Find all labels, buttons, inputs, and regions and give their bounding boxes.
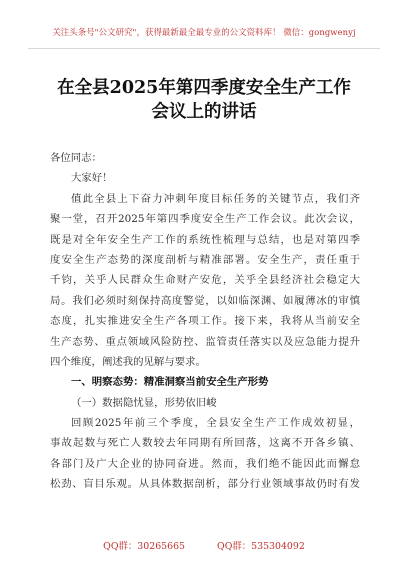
paragraph-2-line: 松劲、盲目乐观。从具体数据剖析，部分行业领域事故仍时有发 bbox=[50, 478, 360, 491]
header-promo-note: 关注头条号"公文研究"，获得最新最全最专业的公文资料库！ 微信：gongwenyj bbox=[52, 27, 356, 37]
greeting: 大家好！ bbox=[71, 172, 113, 185]
paragraph-1-line: 值此全县上下奋力冲刺年度目标任务的关键节点，我们齐 bbox=[71, 192, 360, 205]
salutation: 各位同志： bbox=[50, 152, 102, 164]
paragraph-1-line: 度安全生产态势的深度剖析与精准部署。安全生产，责任重于 bbox=[50, 253, 360, 266]
paragraph-1-line: 局。我们必须时刻保持高度警觉，以如临深渊、如履薄冰的审慎 bbox=[50, 294, 360, 307]
footer-contact bbox=[0, 538, 408, 552]
paragraph-1-line: 生产态势、重点领域风险防控、监管责任落实以及应急能力提升 bbox=[50, 335, 360, 348]
document-body bbox=[50, 148, 360, 495]
section-heading-1: 一、明察态势：精准洞察当前安全生产形势 bbox=[71, 376, 269, 389]
paragraph-2-line: 事故起数与死亡人数较去年同期有所回落，这离不开各乡镇、 bbox=[50, 437, 360, 450]
title-line-2: 会议上的讲话 bbox=[151, 102, 257, 122]
paragraph-1-line: 千钧，关乎人民群众生命财产安危，关乎全县经济社会稳定大 bbox=[50, 274, 360, 287]
paragraph-1-line: 既是对全年安全生产工作的系统性梳理与总结，也是对第四季 bbox=[50, 233, 360, 246]
paragraph-2-line: 各部门及广大企业的协同奋进。然而，我们绝不能因此而懈怠 bbox=[50, 457, 360, 470]
document-title bbox=[24, 76, 384, 124]
title-line-1: 在全县2025年第四季度安全生产工作 bbox=[57, 78, 351, 98]
header-divider bbox=[28, 48, 380, 49]
footer-qq-group-1: QQ群：30265665 bbox=[103, 541, 186, 552]
paragraph-1-line: 四个维度，阐述我的见解与要求。 bbox=[50, 355, 206, 368]
paragraph-1-line: 态度，扎实推进安全生产各项工作。接下来，我将从当前安全 bbox=[50, 315, 360, 328]
subsection-heading-1: （一）数据隐忧显，形势依旧峻 bbox=[71, 396, 217, 409]
paragraph-1-line: 聚一堂，召开2025年第四季度安全生产工作会议。此次会议， bbox=[50, 213, 360, 226]
paragraph-2-line: 回顾2025年前三个季度，全县安全生产工作成效初显， bbox=[71, 417, 360, 430]
footer-qq-group-2: QQ群：535304092 bbox=[217, 541, 305, 552]
